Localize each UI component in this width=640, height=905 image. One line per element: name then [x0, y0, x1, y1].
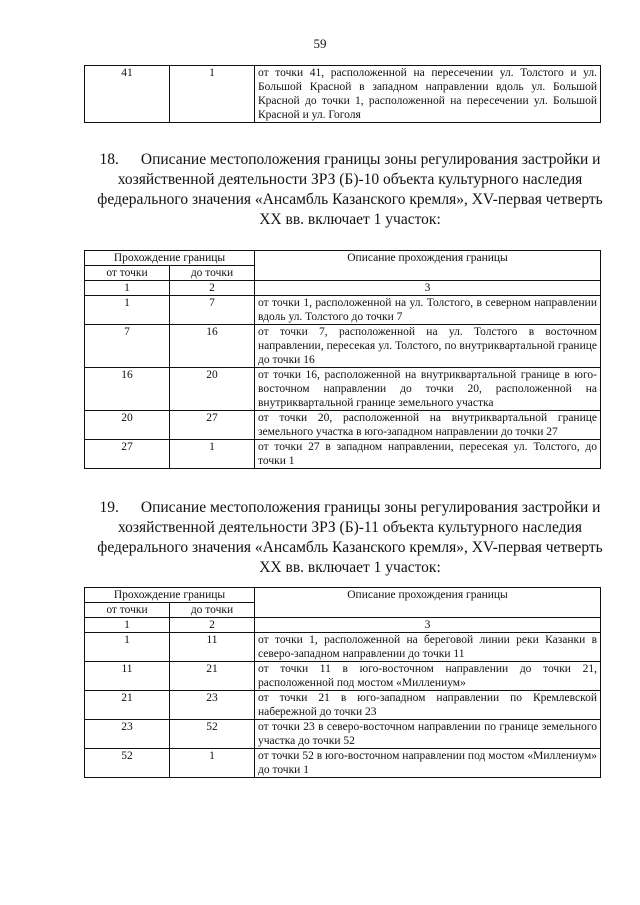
- continued-boundary-table: [84, 65, 601, 123]
- to-point-cell: 1: [170, 440, 255, 469]
- section-number: 18.: [99, 151, 119, 168]
- header-from-cell: от точки: [85, 266, 170, 281]
- column-number-cell: 1: [85, 618, 170, 633]
- page-number: 59: [313, 36, 327, 51]
- header-row: [85, 588, 601, 603]
- description-cell: от точки 20, расположенной на внутриквартальной границе земельного участка в юго-западном направлении до точки 27: [255, 411, 601, 440]
- column-number-row: [85, 281, 601, 296]
- to-point-cell: 27: [170, 411, 255, 440]
- section-19-heading: [90, 498, 610, 578]
- table-row: [85, 296, 601, 325]
- table-row: [85, 691, 601, 720]
- from-point-cell: 16: [85, 368, 170, 411]
- from-point-cell: 11: [85, 662, 170, 691]
- section-title: Описание местоположения границы зоны регулирования застройки и хозяйственной деятельности ЗРЗ (Б)-10 объекта культурного наследия федерального значения «Ансамбль Казанского кремля», XV-первая четверть XX вв. включает 1 участок:: [97, 151, 603, 228]
- from-point-cell: 27: [85, 440, 170, 469]
- header-group-cell: Прохождение границы: [85, 588, 255, 603]
- table-row: [85, 749, 601, 778]
- description-cell: от точки 23 в северо-восточном направлении по границе земельного участка до точки 52: [255, 720, 601, 749]
- table-row: [85, 325, 601, 368]
- description-cell: от точки 11 в юго-восточном направлении до точки 21, расположенной под мостом «Миллениум»: [255, 662, 601, 691]
- column-number-cell: 3: [255, 618, 601, 633]
- table-row: [85, 411, 601, 440]
- to-point-cell: 11: [170, 633, 255, 662]
- from-point-cell: 23: [85, 720, 170, 749]
- table-row: [85, 368, 601, 411]
- to-point-cell: 1: [170, 66, 255, 123]
- section-title: Описание местоположения границы зоны регулирования застройки и хозяйственной деятельности ЗРЗ (Б)-11 объекта культурного наследия федерального значения «Ансамбль Казанского кремля», XV-первая четверть XX вв. включает 1 участок:: [97, 499, 603, 576]
- section-number: 19.: [99, 499, 119, 516]
- section-18-boundary-table: [84, 250, 601, 469]
- description-cell: от точки 1, расположенной на ул. Толстого, в северном направлении вдоль ул. Толстого до точки 7: [255, 296, 601, 325]
- header-description-cell: Описание прохождения границы: [255, 251, 601, 281]
- description-cell: от точки 21 в юго-западном направлении по Кремлевской набережной до точки 23: [255, 691, 601, 720]
- section-18-heading: [90, 150, 610, 230]
- from-point-cell: 20: [85, 411, 170, 440]
- from-point-cell: 21: [85, 691, 170, 720]
- table-row: [85, 633, 601, 662]
- table-row: [85, 66, 601, 123]
- to-point-cell: 20: [170, 368, 255, 411]
- from-point-cell: 1: [85, 633, 170, 662]
- from-point-cell: 1: [85, 296, 170, 325]
- to-point-cell: 7: [170, 296, 255, 325]
- to-point-cell: 1: [170, 749, 255, 778]
- header-description-cell: Описание прохождения границы: [255, 588, 601, 618]
- column-number-cell: 1: [85, 281, 170, 296]
- column-number-cell: 2: [170, 281, 255, 296]
- header-to-cell: до точки: [170, 266, 255, 281]
- description-cell: от точки 7, расположенной на ул. Толстого в восточном направлении, пересекая ул. Толстого, по внутриквартальной границе до точки 16: [255, 325, 601, 368]
- header-row: [85, 251, 601, 266]
- to-point-cell: 52: [170, 720, 255, 749]
- table-row: [85, 662, 601, 691]
- column-number-row: [85, 618, 601, 633]
- header-group-cell: Прохождение границы: [85, 251, 255, 266]
- from-point-cell: 52: [85, 749, 170, 778]
- description-cell: от точки 16, расположенной на внутриквартальной границе в юго-восточном направлении до точки 20, расположенной на внутриквартальной границе земельного участка: [255, 368, 601, 411]
- section-19-boundary-table: [84, 587, 601, 778]
- description-cell: от точки 52 в юго-восточном направлении под мостом «Миллениум» до точки 1: [255, 749, 601, 778]
- table-row: [85, 720, 601, 749]
- table-row: [85, 440, 601, 469]
- to-point-cell: 21: [170, 662, 255, 691]
- description-cell: от точки 41, расположенной на пересечении ул. Толстого и ул. Большой Красной в западном направлении вдоль ул. Большой Красной до точки 1, расположенной на пересечении ул. Большой Красной и ул. Гоголя: [255, 66, 601, 123]
- description-cell: от точки 27 в западном направлении, пересекая ул. Толстого, до точки 1: [255, 440, 601, 469]
- from-point-cell: 41: [85, 66, 170, 123]
- from-point-cell: 7: [85, 325, 170, 368]
- column-number-cell: 2: [170, 618, 255, 633]
- to-point-cell: 23: [170, 691, 255, 720]
- column-number-cell: 3: [255, 281, 601, 296]
- header-to-cell: до точки: [170, 603, 255, 618]
- description-cell: от точки 1, расположенной на береговой линии реки Казанки в северо-западном направлении до точки 11: [255, 633, 601, 662]
- header-from-cell: от точки: [85, 603, 170, 618]
- to-point-cell: 16: [170, 325, 255, 368]
